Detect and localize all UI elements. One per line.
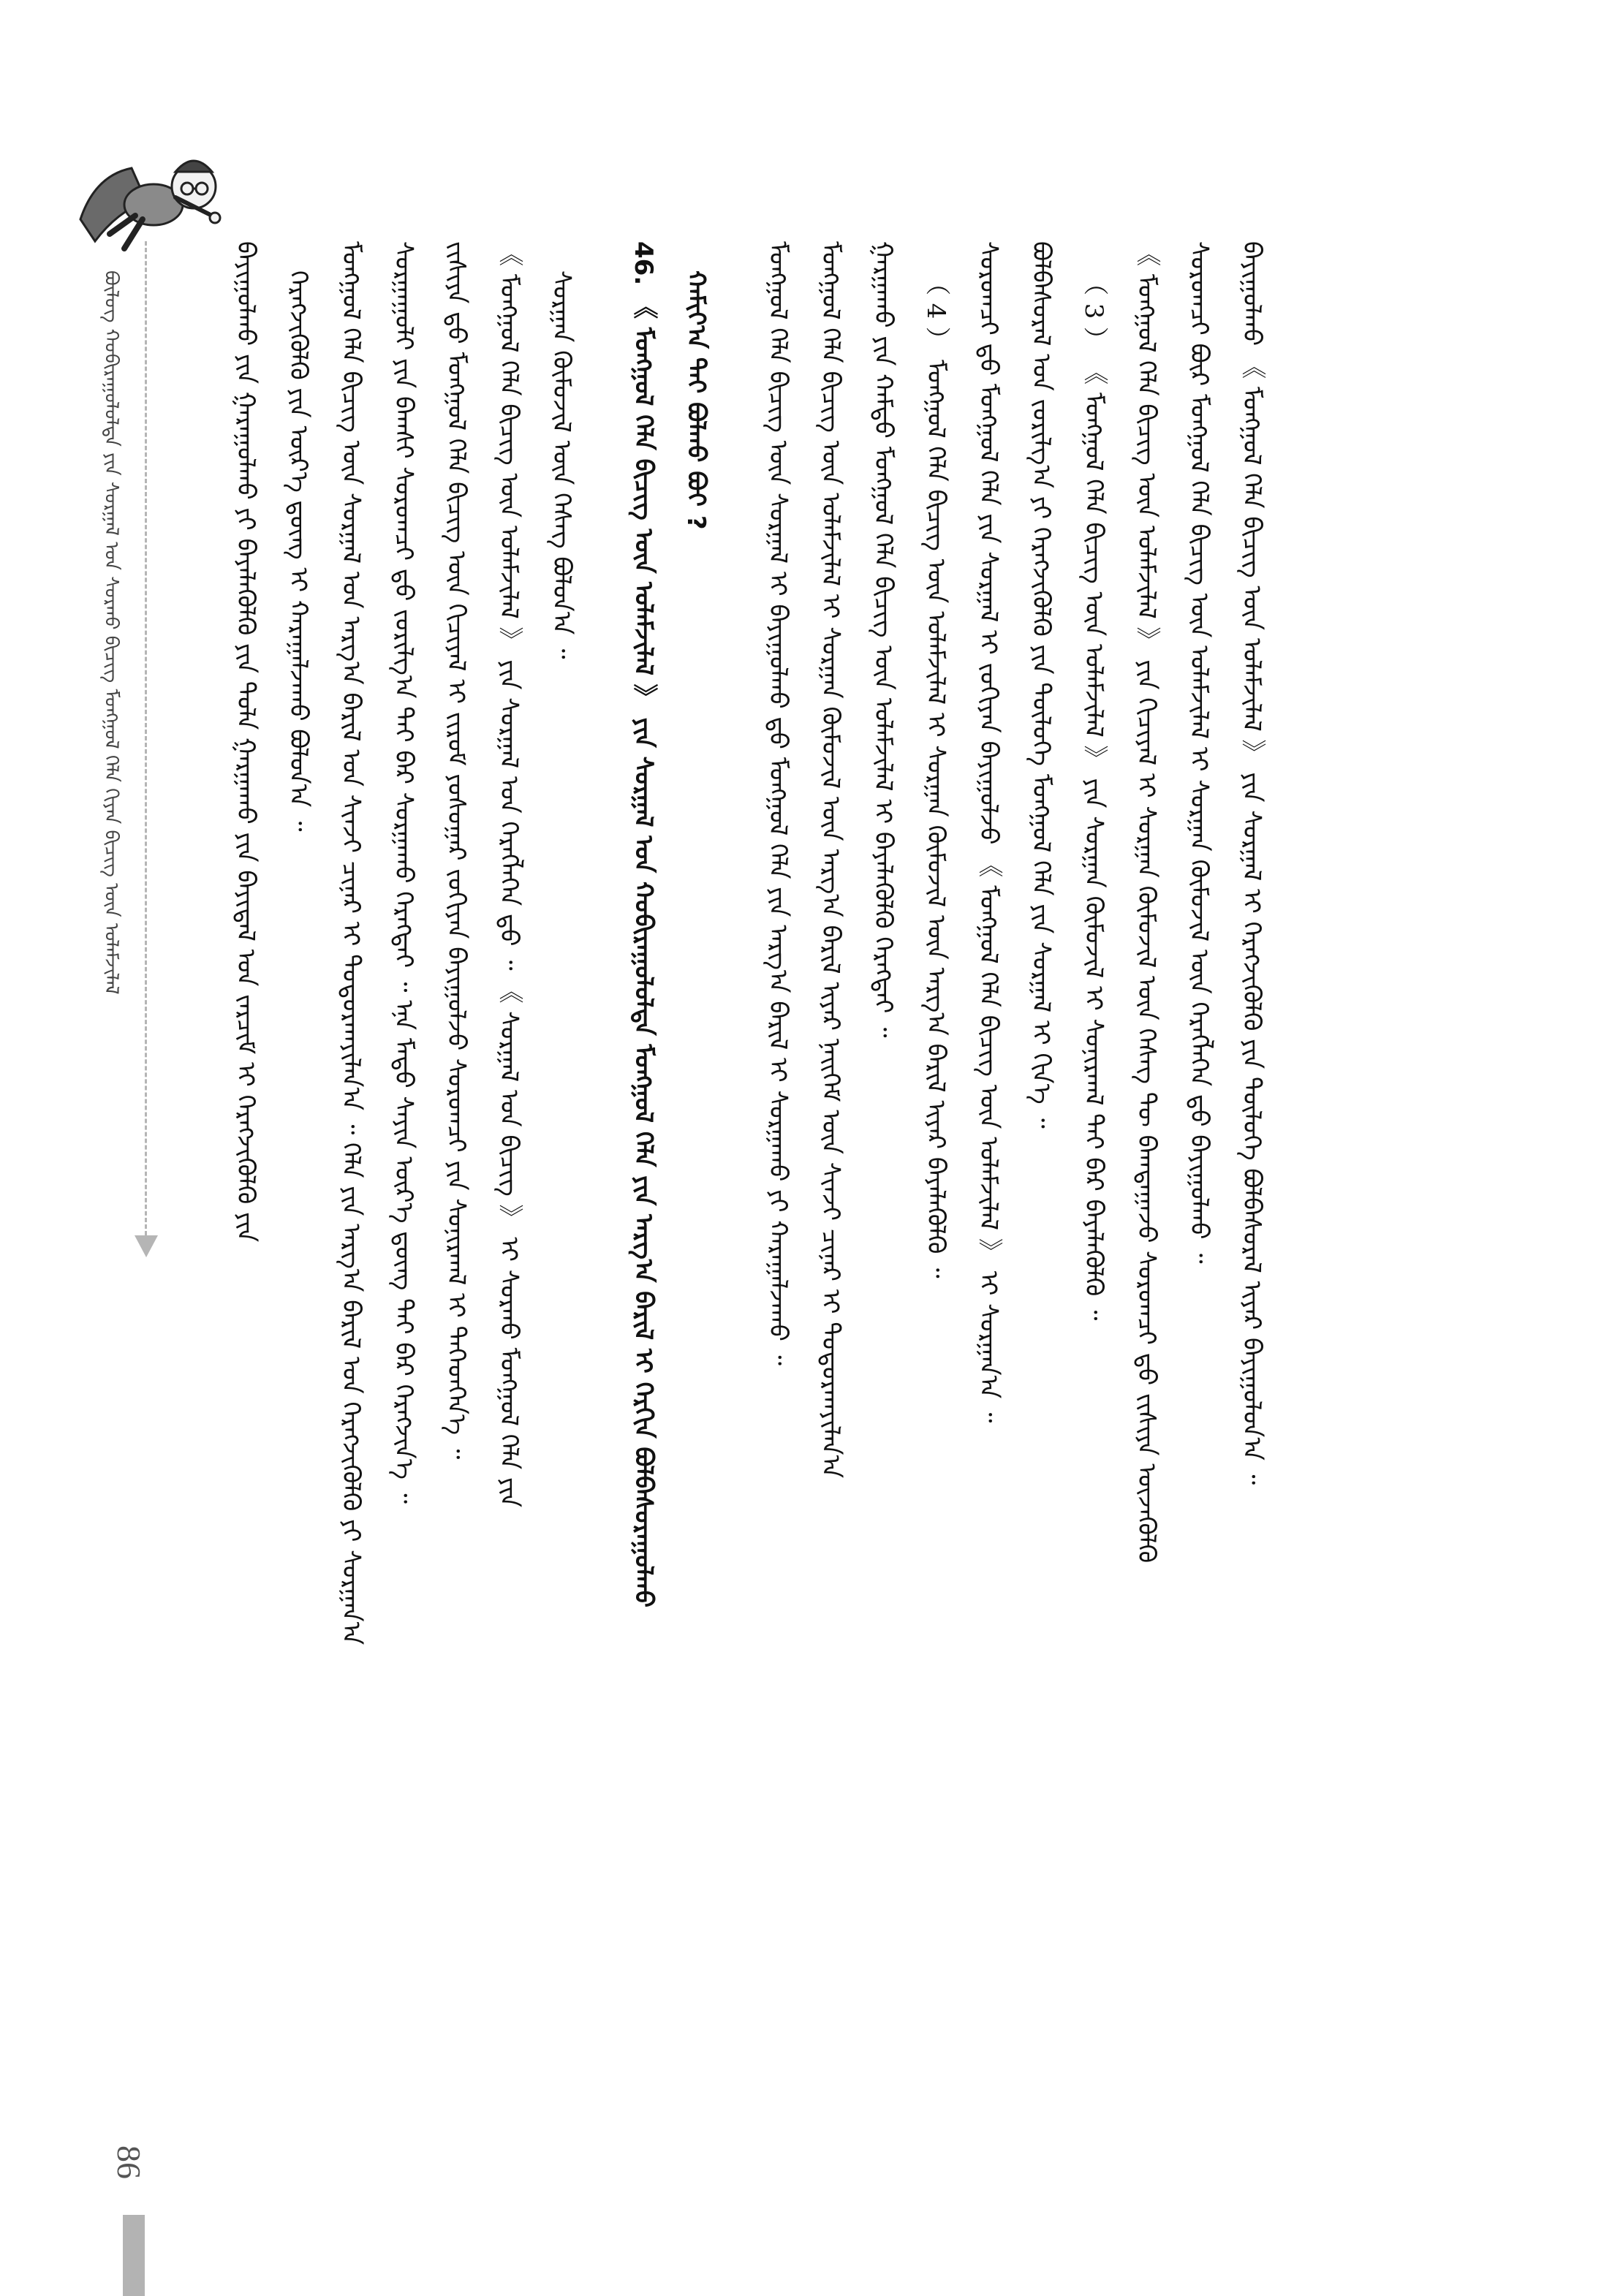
text-column: ᠮᠣᠩᠭᠣᠯ ᠬᠡᠯᠡ ᠪᠢᠴᠢᠭ᠌ ᠦᠨ ᠤᠯᠠᠮᠵᠢᠯᠠᠯ ᠢ ᠰᠤᠷᠭᠠᠨ ᠬᠦᠮᠦᠵᠢᠯ ᠦᠨ ᠠᠷᠭ᠎ᠠ ᠪᠠᠷᠢᠯ ᠢᠶᠠᠷ ᠨᠡᠢᠭᠡᠮ ᠦᠨ ᠰᠢᠨᠵᠢ ᠴᠢᠨᠠᠷ ᠢ ᠲᠣᠳᠣᠷᠬᠠᠶᠢᠯᠠᠨ᠎ᠠ <box>816 241 845 1479</box>
text-column: ᠬᠡᠷᠡᠭᠵᠢᠭᠦᠯᠬᠦ ᠶᠢᠨ ᠦᠷ᠎ᠡ ᠳ᠋ᠦᠩ ᠢ ᠬᠠᠷᠠᠭᠠᠯᠵᠠᠬᠤ ᠪᠣᠯᠤᠨ᠎ᠠ ᠃ <box>284 270 313 832</box>
text-column: 《 ᠮᠣᠩᠭᠣᠯ ᠬᠡᠯᠡ ᠪᠢᠴᠢᠭ᠌ ᠦᠨ ᠤᠯᠠᠮᠵᠢᠯᠠᠯ 》 ᠶᠢᠨ ᠰᠤᠷᠭᠠᠯ ᠤᠨ ᠬᠡᠷᠡᠭᠯᠡᠭᠡᠨ ᠳ᠋ᠦ ᠃ 《 ᠰᠤᠷᠭᠠᠯ ᠤᠨ ᠪᠢᠴᠢᠭ᠌ 》 ᠢ ᠰᠤᠷᠬᠤ ᠮᠣᠩᠭᠣᠯ ᠬᠡᠯᠡ ᠶᠢᠨ <box>494 241 523 1508</box>
section-3-column: （ 3 ） 《 ᠮᠣᠩᠭᠣᠯ ᠬᠡᠯᠡ ᠪᠢᠴᠢᠭ᠌ ᠦᠨ ᠤᠯᠠᠮᠵᠢᠯᠠᠯ 》 ᠶᠢᠨ ᠰᠤᠷᠭᠠᠨ ᠬᠦᠮᠦᠵᠢᠯ ᠢ ᠰᠣᠨᠢᠷᠬᠠᠯ ᠲᠠᠢ ᠪᠠᠷ ᠪᠡᠶᠡᠯᠡᠭᠦᠯᠬᠦ ᠃ <box>1079 270 1108 1321</box>
text-column: ᠭᠠᠷᠭᠠᠬᠤ ᠶᠢᠨ ᠬᠠᠮᠲᠤ ᠮᠣᠩᠭᠣᠯ ᠬᠡᠯᠡ ᠪᠢᠴᠢᠭ᠌ ᠦᠨ ᠤᠯᠠᠮᠵᠢᠯᠠᠯ ᠢ ᠪᠡᠶᠡᠯᠡᠭᠦᠯᠬᠦ ᠬᠡᠷᠡᠭᠲᠡᠢ ᠃ <box>869 241 898 1038</box>
question-heading-cont: ᠬᠠᠮᠢᠶ᠎ᠠ ᠲᠠᠢ ᠪᠣᠯᠬᠤ ᠪᠤᠢ ? <box>681 270 711 530</box>
text-column: ᠪᠠᠶᠢᠭᠤᠯᠬᠤ ᠶᠢᠨ ᠭᠠᠷᠠᠭᠤᠯᠬᠤ ᠶᠢ ᠪᠡᠶᠡᠯᠡᠭᠦᠯᠬᠦ ᠶᠢᠨ ᠳᠤᠯᠠ ᠭᠠᠷᠭᠠᠬᠤ ᠶᠢᠨ ᠪᠠᠶᠢᠳᠠᠯ ᠤᠨ ᠵᠠᠷᠴᠢᠮ ᠢ ᠬᠡᠷᠡᠭᠵᠢᠭᠦᠯᠬᠦ ᠶᠢᠨ <box>231 241 260 1243</box>
text-column: ᠵᠢᠱᠢᠶᠡ ᠳ᠋ᠦ ᠮᠣᠩᠭᠣᠯ ᠬᠡᠯᠡ ᠪᠢᠴᠢᠭ᠌ ᠦᠨ ᠬᠢᠴᠢᠶᠡᠯ ᠢ ᠵᠢᠷᠤᠮ ᠶᠣᠰᠣᠭᠠᠷ ᠵᠣᠬᠢᠶᠠᠨ ᠪᠠᠶᠢᠭᠤᠯᠵᠤ ᠰᠤᠷᠤᠭᠴᠢ ᠶᠢᠨ ᠰᠣᠨᠢᠷᠬᠠᠯ ᠢ ᠳᠡᠭᠡᠳᠭᠡᠨ᠎ᠡ ᠃ <box>442 241 471 1460</box>
header-dashed-rule <box>145 241 147 1235</box>
header-arrow-icon <box>135 1235 158 1257</box>
running-header-title: ᠪᠦᠯᠦᠭ ᠬᠤᠪᠢᠷᠠᠭᠤᠯᠤᠯᠲᠠ ᠶᠢᠨ ᠰᠤᠷᠭᠠᠯ ᠤᠨ ᠰᠤᠷᠬᠤ ᠪᠢᠴᠢᠭ᠌ ᠮᠣᠩᠭᠣᠯ ᠬᠡᠯᠡ ᠬᠢᠶᠠᠨ ᠪᠢᠴᠢᠭ᠌ ᠦᠨ ᠤᠯᠠᠮᠵᠢᠯᠠᠯ <box>100 270 122 995</box>
text-column: ᠮᠣᠩᠭᠣᠯ ᠬᠡᠯᠡ ᠪᠢᠴᠢᠭ᠌ ᠦᠨ ᠰᠤᠷᠭᠠᠯ ᠤᠨ ᠠᠷᠭ᠎ᠠ ᠪᠠᠷᠢᠯ ᠤᠨ ᠰᠢᠨᠵᠢ ᠴᠢᠨᠠᠷ ᠢ ᠲᠣᠳᠣᠷᠬᠠᠶᠢᠯᠠᠨ᠎ᠠ ᠃ ᠬᠡᠯᠡ ᠶᠢᠨ ᠠᠷᠭ᠎ᠠ ᠪᠠᠷᠢᠯ ᠤᠨ ᠬᠡᠷᠡᠭᠵᠢᠭᠦᠯᠬᠦ ᠶᠢ ᠰᠤᠷᠭᠠᠨ᠎ᠠ <box>336 241 366 1645</box>
page-tab-bar <box>123 2215 145 2296</box>
text-column: 《 ᠮᠣᠩᠭᠣᠯ ᠬᠡᠯᠡ ᠪᠢᠴᠢᠭ᠌ ᠦᠨ ᠤᠯᠠᠮᠵᠢᠯᠠᠯ 》 ᠶᠢᠨ ᠬᠢᠴᠢᠶᠡᠯ ᠢ ᠰᠤᠷᠭᠠᠨ ᠬᠦᠮᠦᠵᠢᠯ ᠦᠨ ᠬᠡᠰᠡᠭ ᠲᠦ ᠪᠠᠭᠲᠠᠭᠠᠵᠤ ᠰᠤᠷᠤᠭᠴᠢ ᠳ᠋ᠤ ᠵᠢᠱᠢᠶᠡ ᠦᠵᠡᠭᠦᠯᠬᠦ <box>1132 241 1161 1564</box>
text-column: ᠪᠣᠯᠪᠠᠰᠤᠷᠠᠯ ᠤᠨ ᠵᠣᠷᠢᠯᠭ᠎ᠠ ᠶᠢ ᠬᠡᠷᠡᠭᠵᠢᠭᠦᠯᠬᠦ ᠶᠢᠨ ᠲᠥᠯᠦᠭᠡ ᠮᠣᠩᠭᠣᠯ ᠬᠡᠯᠡ ᠶᠢᠨ ᠰᠤᠷᠭᠠᠯ ᠢ ᠬᠢᠨ᠎ᠡ ᠃ <box>1026 241 1056 1129</box>
text-column: ᠪᠠᠶᠢᠭᠤᠯᠬᠤ 《 ᠮᠣᠩᠭᠣᠯ ᠬᠡᠯᠡ ᠪᠢᠴᠢᠭ᠌ ᠦᠨ ᠤᠯᠠᠮᠵᠢᠯᠠᠯ 》 ᠶᠢᠨ ᠰᠤᠷᠭᠠᠯ ᠢ ᠬᠡᠷᠡᠭᠵᠢᠭᠦᠯᠬᠦ ᠶᠢᠨ ᠲᠥᠯᠦᠭᠡ ᠪᠣᠯᠪᠠᠰᠤᠷᠠᠯ ᠢᠶᠠᠷ ᠪᠠᠶᠢᠭᠤᠯᠤᠨ᠎ᠠ ᠃ <box>1237 241 1266 1485</box>
page-number: 86 <box>110 2145 148 2179</box>
text-column: ᠰᠤᠷᠤᠭᠴᠢ ᠳ᠋ᠤ ᠮᠣᠩᠭᠣᠯ ᠬᠡᠯᠡ ᠶᠢᠨ ᠰᠤᠷᠭᠠᠯ ᠢ ᠵᠣᠬᠢᠶᠠᠨ ᠪᠠᠶᠢᠭᠤᠯᠵᠤ 《 ᠮᠣᠩᠭᠣᠯ ᠬᠡᠯᠡ ᠪᠢᠴᠢᠭ᠌ ᠦᠨ ᠤᠯᠠᠮᠵᠢᠯᠠᠯ 》 ᠢ ᠰᠤᠷᠭᠠᠨ᠎ᠠ ᠃ <box>974 241 1003 1423</box>
body-text <box>219 241 1462 2273</box>
text-column: ᠰᠤᠷᠤᠭᠴᠢ ᠪᠦᠷ ᠮᠣᠩᠭᠣᠯ ᠬᠡᠯᠡ ᠪᠢᠴᠢᠭ᠌ ᠦᠨ ᠤᠯᠠᠮᠵᠢᠯᠠᠯ ᠢ ᠰᠤᠷᠭᠠᠨ ᠬᠦᠮᠦᠵᠢᠯ ᠦᠨ ᠬᠡᠷᠡᠭᠯᠡᠭᠡᠨ ᠳ᠋ᠦ ᠪᠠᠶᠢᠭᠤᠯᠬᠤ ᠃ <box>1184 241 1214 1264</box>
text-column: ᠮᠣᠩᠭᠣᠯ ᠬᠡᠯᠡ ᠪᠢᠴᠢᠭ᠌ ᠦᠨ ᠰᠤᠷᠭᠠᠯ ᠢ ᠪᠠᠶᠢᠭᠤᠯᠬᠤ ᠳ᠋ᠤ ᠮᠣᠩᠭᠣᠯ ᠬᠡᠯᠡ ᠶᠢᠨ ᠠᠷᠭ᠎ᠠ ᠪᠠᠷᠢᠯ ᠢ ᠰᠤᠷᠭᠠᠬᠤ ᠶᠢ ᠬᠠᠷᠠᠭᠠᠯᠵᠠᠬᠤ ᠃ <box>763 241 792 1366</box>
text-column: ᠰᠤᠷᠭᠠᠨ ᠬᠦᠮᠦᠵᠢᠯ ᠦᠨ ᠬᠡᠰᠡᠭ ᠪᠣᠯᠤᠨ᠎ᠠ ᠃ <box>547 270 576 659</box>
running-header <box>88 241 168 1338</box>
text-column: ᠰᠤᠷᠭᠠᠭᠤᠯᠢ ᠶᠢᠨ ᠪᠠᠭᠰᠢ ᠰᠤᠷᠤᠭᠴᠢ ᠳ᠋ᠤ ᠵᠣᠷᠢᠯᠭ᠎ᠠ ᠲᠠᠢ ᠪᠠᠷ ᠰᠤᠷᠭᠠᠬᠤ ᠬᠡᠷᠡᠭᠲᠡᠢ ᠃ ᠡᠨᠡ ᠮᠠᠲᠤ ᠰᠠᠶᠢᠨ ᠦᠷ᠎ᠡ ᠳ᠋ᠦᠩ ᠲᠠᠢ ᠪᠠᠷ ᠬᠡᠷᠡᠭᠵᠢᠨ᠎ᠡ ᠃ <box>389 241 418 1504</box>
question-heading: 46. 《 ᠮᠣᠩᠭᠣᠯ ᠬᠡᠯᠡ ᠪᠢᠴᠢᠭ᠌ ᠦᠨ ᠤᠯᠠᠮᠵᠢᠯᠠᠯ 》 ᠶᠢᠨ ᠰᠤᠷᠭᠠᠯ ᠤᠨ ᠬᠤᠪᠢᠷᠠᠭᠤᠯᠤᠯᠲᠠ ᠮᠣᠩᠭᠣᠯ ᠬᠡᠯᠡ ᠶᠢᠨ ᠠᠷᠭ᠎ᠠ ᠪᠠᠷᠢᠯ ᠢ ᠬᠡᠷᠬᠢᠨ ᠪᠣᠯᠪᠠᠰᠤᠷᠠᠭᠤᠯᠬᠤ <box>629 241 658 1608</box>
mascot-illustration <box>66 132 227 256</box>
section-4-column: （ 4 ） ᠮᠣᠩᠭᠣᠯ ᠬᠡᠯᠡ ᠪᠢᠴᠢᠭ᠌ ᠦᠨ ᠤᠯᠠᠮᠵᠢᠯᠠᠯ ᠢ ᠰᠤᠷᠭᠠᠨ ᠬᠦᠮᠦᠵᠢᠯ ᠦᠨ ᠠᠷᠭ᠎ᠠ ᠪᠠᠷᠢᠯ ᠢᠶᠠᠷ ᠪᠡᠶᠡᠯᠡᠭᠦᠯᠬᠦ ᠃ <box>921 270 950 1278</box>
